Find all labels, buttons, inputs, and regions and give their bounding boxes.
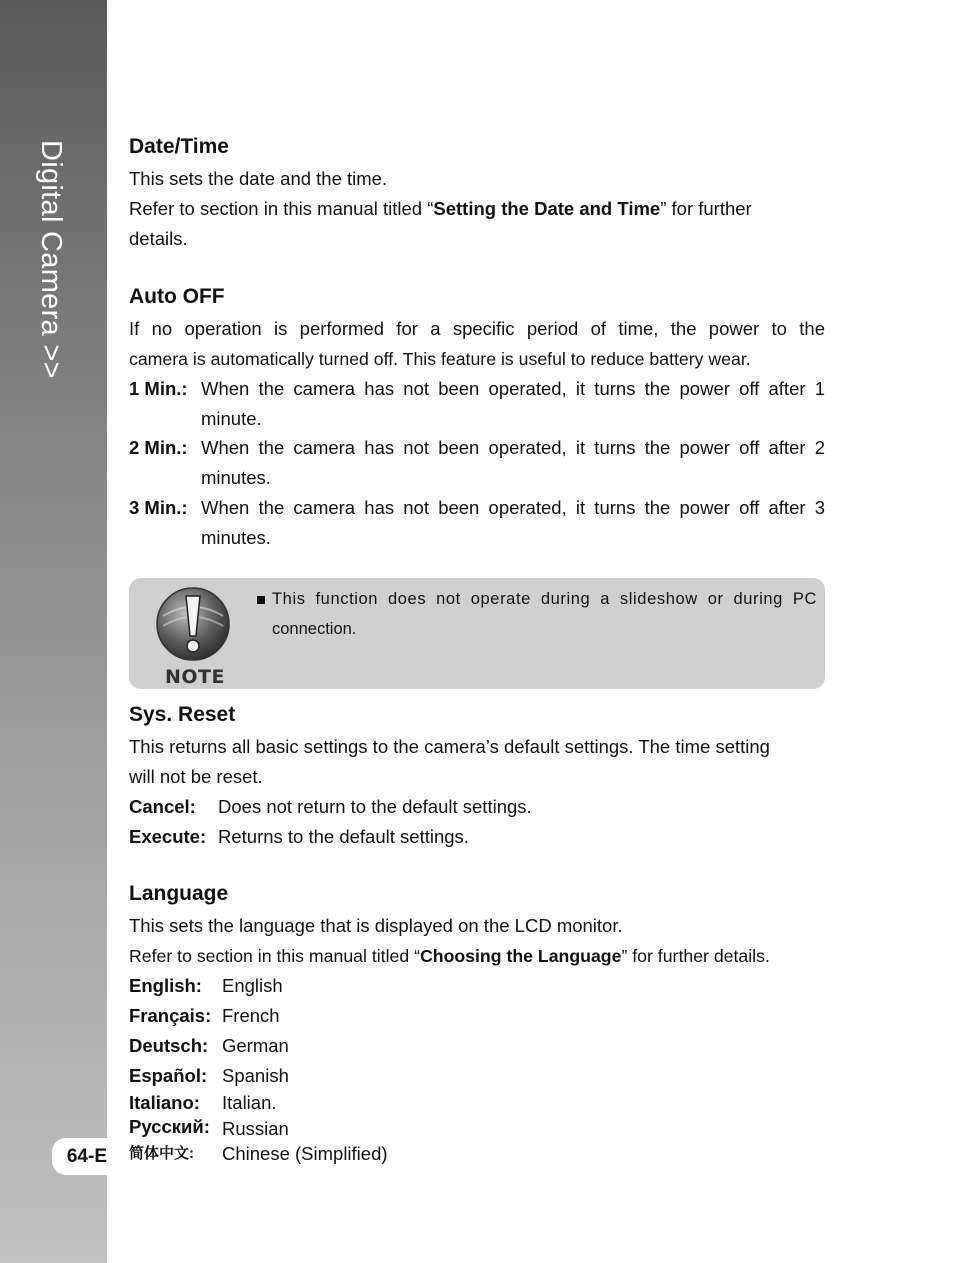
page-number-badge: 64-E (52, 1138, 107, 1175)
note-icon-label: NOTE (165, 666, 225, 688)
language-term-espanol: Español: (129, 1065, 208, 1086)
datetime-text-2: Refer to section in this manual titled “Setting the Date and Time” for further (129, 198, 752, 219)
section-heading-datetime: Date/Time (129, 135, 229, 158)
sysreset-text-1: This returns all basic settings to the camera’s default settings. The time setting (129, 736, 770, 757)
language-text-1: This sets the language that is displayed on the LCD monitor. (129, 915, 623, 936)
section-heading-sysreset: Sys. Reset (129, 703, 236, 726)
bullet-icon (257, 596, 265, 604)
note-text-line-2: connection. (272, 620, 357, 638)
note-box (129, 578, 825, 689)
autooff-text-2: camera is automatically turned off. This feature is useful to reduce battery wear. (129, 349, 751, 369)
sidebar (0, 0, 107, 1263)
language-desc-francais: French (222, 1005, 280, 1026)
autooff-desc-1: When the camera has not been operated, it turns the power off after 1 minute. (201, 378, 825, 429)
language-desc-deutsch: German (222, 1035, 289, 1056)
language-desc-chinese: Chinese (Simplified) (222, 1143, 388, 1164)
language-reference-title: Choosing the Language (420, 946, 622, 966)
autooff-text-1: If no operation is performed for a specific period of time, the power to the (129, 318, 825, 339)
note-text-line-1: This function does not operate during a slideshow or during PC (272, 590, 817, 608)
language-desc-russian: Russian (222, 1118, 289, 1139)
autooff-term-2: 2 Min.: (129, 437, 188, 458)
language-text-2: Refer to section in this manual titled “Choosing the Language” for further details. (129, 946, 770, 966)
autooff-term-1: 1 Min.: (129, 378, 188, 399)
datetime-reference-title: Setting the Date and Time (433, 198, 661, 219)
language-term-italiano: Italiano: (129, 1092, 200, 1113)
autooff-term-3: 3 Min.: (129, 497, 188, 518)
autooff-desc-2: When the camera has not been operated, it turns the power off after 2 minutes. (201, 437, 825, 488)
datetime-text-3: details. (129, 228, 188, 249)
language-desc-espanol: Spanish (222, 1065, 289, 1086)
sysreset-desc-cancel: Does not return to the default settings. (218, 796, 532, 817)
sidebar-title: Digital Camera >> (35, 140, 67, 379)
sysreset-desc-execute: Returns to the default settings. (218, 826, 469, 847)
autooff-desc-3: When the camera has not been operated, it turns the power off after 3 minutes. (201, 497, 825, 548)
datetime-text-1: This sets the date and the time. (129, 168, 388, 189)
language-term-russian: Русский: (129, 1116, 210, 1137)
section-heading-autooff: Auto OFF (129, 285, 225, 308)
language-term-english: English: (129, 975, 202, 996)
language-term-francais: Français: (129, 1005, 212, 1026)
sysreset-term-execute: Execute: (129, 826, 207, 847)
section-heading-language: Language (129, 882, 229, 905)
language-term-chinese: 简体中文: (129, 1145, 194, 1162)
language-desc-english: English (222, 975, 283, 996)
note-icon (155, 586, 231, 686)
sysreset-text-2: will not be reset. (129, 766, 263, 787)
sysreset-term-cancel: Cancel: (129, 796, 196, 817)
note-text (257, 584, 817, 644)
language-desc-italiano: Italian. (222, 1092, 277, 1113)
language-term-deutsch: Deutsch: (129, 1035, 209, 1056)
